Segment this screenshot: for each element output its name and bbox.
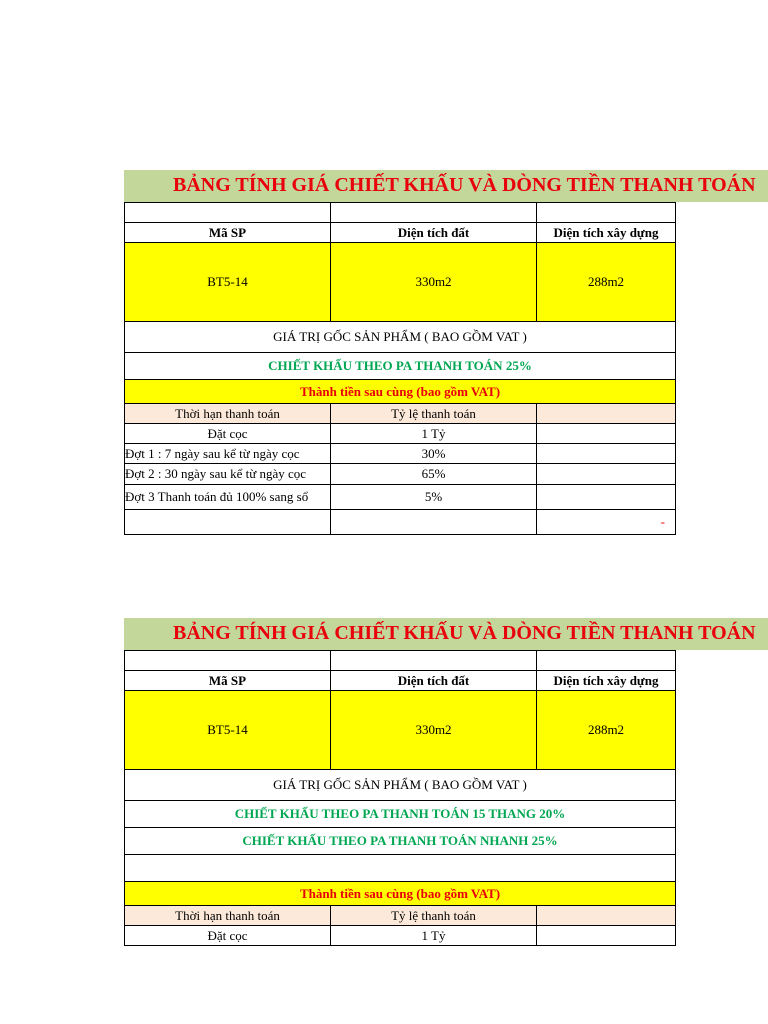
empty-cell[interactable] xyxy=(331,651,537,671)
empty-cell[interactable] xyxy=(537,651,676,671)
discount-cell[interactable]: CHIẾT KHẤU THEO PA THANH TOÁN 25% xyxy=(125,353,676,380)
final-total-row xyxy=(125,380,676,404)
original-value-row xyxy=(125,322,676,353)
total-row xyxy=(125,510,676,535)
schedule-rate[interactable]: 5% xyxy=(331,485,537,510)
schedule-rate[interactable]: 1 Tỷ xyxy=(331,424,537,444)
empty-cell[interactable] xyxy=(537,485,676,510)
header-land-area[interactable]: Diện tích đất xyxy=(331,223,537,243)
header-row xyxy=(125,223,676,243)
schedule-header-row xyxy=(125,404,676,424)
schedule-row xyxy=(125,444,676,464)
empty-cell[interactable] xyxy=(537,444,676,464)
sheet-title: BẢNG TÍNH GIÁ CHIẾT KHẤU VÀ DÒNG TIỀN THANH TOÁN xyxy=(173,622,756,644)
empty-cell[interactable] xyxy=(331,510,537,535)
schedule-rate[interactable]: 65% xyxy=(331,464,537,485)
pricing-table xyxy=(124,202,676,535)
schedule-term-header[interactable]: Thời hạn thanh toán xyxy=(125,906,331,926)
schedule-row xyxy=(125,926,676,946)
empty-cell[interactable] xyxy=(537,926,676,946)
total-value-cell[interactable]: - xyxy=(537,510,676,535)
schedule-header-row xyxy=(125,906,676,926)
schedule-term[interactable]: Đợt 2 : 30 ngày sau kể từ ngày cọc xyxy=(125,464,331,485)
empty-cell[interactable] xyxy=(537,906,676,926)
empty-cell[interactable] xyxy=(125,855,676,882)
product-code-cell[interactable]: BT5-14 xyxy=(125,243,331,322)
schedule-term[interactable]: Đặt cọc xyxy=(125,926,331,946)
header-row xyxy=(125,671,676,691)
schedule-rate-header[interactable]: Tỷ lệ thanh toán xyxy=(331,906,537,926)
header-land-area[interactable]: Diện tích đất xyxy=(331,671,537,691)
empty-cell[interactable] xyxy=(537,464,676,485)
land-area-cell[interactable]: 330m2 xyxy=(331,243,537,322)
empty-cell[interactable] xyxy=(331,203,537,223)
product-row xyxy=(125,691,676,770)
sheet-title: BẢNG TÍNH GIÁ CHIẾT KHẤU VÀ DÒNG TIỀN THANH TOÁN xyxy=(173,174,756,196)
product-code-cell[interactable]: BT5-14 xyxy=(125,691,331,770)
header-build-area[interactable]: Diện tích xây dựng xyxy=(537,223,676,243)
build-area-cell[interactable]: 288m2 xyxy=(537,691,676,770)
schedule-rate[interactable]: 30% xyxy=(331,444,537,464)
empty-row xyxy=(125,651,676,671)
discount-cell[interactable]: CHIẾT KHẤU THEO PA THANH TOÁN 15 THANG 20% xyxy=(125,801,676,828)
schedule-rate-header[interactable]: Tỷ lệ thanh toán xyxy=(331,404,537,424)
schedule-term[interactable]: Đợt 1 : 7 ngày sau kể từ ngày cọc xyxy=(125,444,331,464)
original-value-cell[interactable]: GIÁ TRỊ GỐC SẢN PHẨM ( BAO GỒM VAT ) xyxy=(125,322,676,353)
final-total-row xyxy=(125,882,676,906)
empty-cell[interactable] xyxy=(537,424,676,444)
pricing-sheet-1 xyxy=(124,170,768,535)
header-product-code[interactable]: Mã SP xyxy=(125,671,331,691)
discount-row xyxy=(125,801,676,828)
empty-row xyxy=(125,203,676,223)
header-build-area[interactable]: Diện tích xây dựng xyxy=(537,671,676,691)
land-area-cell[interactable]: 330m2 xyxy=(331,691,537,770)
empty-cell[interactable] xyxy=(125,651,331,671)
schedule-term[interactable]: Đợt 3 Thanh toán đủ 100% sang sổ xyxy=(125,485,331,510)
original-value-row xyxy=(125,770,676,801)
pricing-table xyxy=(124,650,676,946)
schedule-row xyxy=(125,424,676,444)
header-product-code[interactable]: Mã SP xyxy=(125,223,331,243)
empty-row xyxy=(125,855,676,882)
empty-cell[interactable] xyxy=(125,510,331,535)
product-row xyxy=(125,243,676,322)
final-total-cell[interactable]: Thành tiền sau cùng (bao gồm VAT) xyxy=(125,380,676,404)
empty-cell[interactable] xyxy=(537,203,676,223)
pricing-sheet-2 xyxy=(124,618,768,946)
schedule-row xyxy=(125,464,676,485)
original-value-cell[interactable]: GIÁ TRỊ GỐC SẢN PHẨM ( BAO GỒM VAT ) xyxy=(125,770,676,801)
empty-cell[interactable] xyxy=(125,203,331,223)
schedule-term-header[interactable]: Thời hạn thanh toán xyxy=(125,404,331,424)
final-total-cell[interactable]: Thành tiền sau cùng (bao gồm VAT) xyxy=(125,882,676,906)
schedule-rate[interactable]: 1 Tỷ xyxy=(331,926,537,946)
schedule-row xyxy=(125,485,676,510)
discount-row xyxy=(125,828,676,855)
sheet-title-bar xyxy=(124,170,768,202)
empty-cell[interactable] xyxy=(537,404,676,424)
discount-cell[interactable]: CHIẾT KHẤU THEO PA THANH TOÁN NHANH 25% xyxy=(125,828,676,855)
sheet-title-bar xyxy=(124,618,768,650)
schedule-term[interactable]: Đặt cọc xyxy=(125,424,331,444)
build-area-cell[interactable]: 288m2 xyxy=(537,243,676,322)
discount-row xyxy=(125,353,676,380)
